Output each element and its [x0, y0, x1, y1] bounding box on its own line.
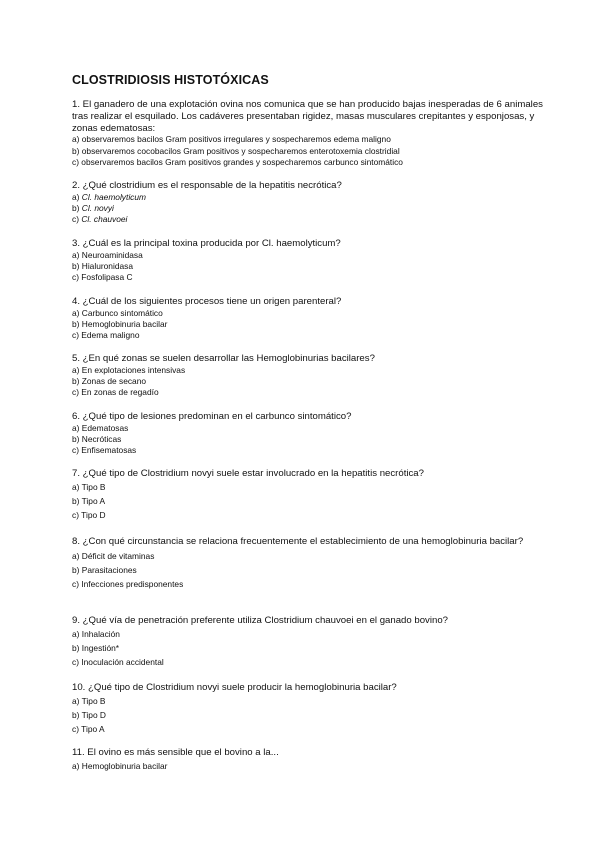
option-a [72, 192, 548, 203]
options-list [72, 627, 548, 669]
question-text: 9. ¿Qué vía de penetración preferente utiliza Clostridium chauvoei en el ganado bovino? [72, 615, 448, 626]
option-b: b) observaremos cocobacilos Gram positivos y sospecharemos enterotoxemia clostridial [72, 145, 400, 156]
question-text: 7. ¿Qué tipo de Clostridium novyi suele estar involucrado en la hepatitis necrótica? [72, 468, 424, 479]
option-c: c) En zonas de regadío [72, 387, 159, 398]
options-list [72, 549, 548, 591]
option-c: c) Tipo A [72, 723, 105, 734]
option-b: b) Tipo A [72, 495, 106, 506]
options-list [72, 250, 548, 284]
question-8 [72, 535, 548, 591]
option-a: a) Inhalación [72, 628, 120, 639]
option-b: b) Tipo D [72, 709, 106, 720]
option-c: c) Inoculación accidental [72, 656, 164, 667]
options-list [72, 759, 548, 773]
question-10 [72, 682, 548, 736]
question-4 [72, 296, 548, 341]
question-text: 4. ¿Cuál de los siguientes procesos tiene un origen parenteral? [72, 296, 342, 307]
question-text: 1. El ganadero de una explotación ovina nos comunica que se han producido bajas inesperadas de 6 animales tras realizar el esquilado. Los cadáveres presentaban rigidez, masas musculares crepitantes y esponjosas, y zonas edematosas: [72, 99, 543, 134]
option-c: c) Enfisematosas [72, 445, 137, 456]
option-c: c) Tipo D [72, 509, 106, 520]
option-a: a) Tipo B [72, 481, 106, 492]
option-c: c) Edema maligno [72, 330, 140, 341]
options-list [72, 694, 548, 736]
question-1 [72, 99, 548, 168]
question-text: 11. El ovino es más sensible que el bovino a la... [72, 747, 279, 758]
question-text: 10. ¿Qué tipo de Clostridium novyi suele producir la hemoglobinuria bacilar? [72, 682, 397, 693]
options-list [72, 134, 548, 168]
option-a: a) Tipo B [72, 695, 106, 706]
option-value: Cl. novyi [81, 203, 114, 213]
question-9 [72, 615, 548, 669]
option-b: b) Necróticas [72, 434, 122, 444]
question-5 [72, 353, 548, 398]
question-text: 8. ¿Con qué circunstancia se relaciona frecuentemente el establecimiento de una hemoglobinuria bacilar? [72, 536, 524, 547]
option-a: a) Edematosas [72, 422, 129, 433]
option-b: b) Ingestión* [72, 642, 120, 653]
option-a: a) observaremos bacilos Gram positivos irregulares y sospecharemos edema maligno [72, 134, 391, 145]
page-title: CLOSTRIDIOSIS HISTOTÓXICAS [72, 73, 269, 87]
option-letter: a) [72, 191, 82, 202]
option-b: b) Hialuronidasa [72, 261, 133, 271]
option-letter: b) [72, 203, 82, 213]
question-11 [72, 747, 548, 773]
option-b: b) Hemoglobinuria bacilar [72, 319, 168, 329]
question-2 [72, 180, 548, 225]
question-7 [72, 468, 548, 522]
options-list [72, 480, 548, 522]
option-b: b) Zonas de secano [72, 376, 147, 386]
option-a: a) Déficit de vitaminas [72, 551, 155, 561]
question-text: 6. ¿Qué tipo de lesiones predominan en el carbunco sintomático? [72, 411, 352, 422]
option-b [72, 203, 548, 214]
question-text: 2. ¿Qué clostridium es el responsable de la hepatitis necrótica? [72, 180, 342, 191]
question-6 [72, 411, 548, 456]
option-c: c) Fosfolipasa C [72, 272, 133, 283]
question-3 [72, 238, 548, 283]
options-list [72, 308, 548, 342]
option-c: c) Infecciones predisponentes [72, 579, 184, 589]
option-a: a) En explotaciones intensivas [72, 364, 186, 375]
options-list [72, 192, 548, 226]
option-c [72, 214, 548, 225]
option-b: b) Parasitaciones [72, 565, 137, 575]
question-text: 5. ¿En qué zonas se suelen desarrollar las Hemoglobinurias bacilares? [72, 353, 375, 364]
option-value: Cl. haemolyticum [81, 191, 147, 202]
option-a: a) Carbunco sintomático [72, 307, 163, 318]
option-value: Cl. chauvoei [81, 214, 128, 225]
option-letter: c) [72, 214, 82, 225]
option-a: a) Neuroaminidasa [72, 249, 143, 260]
option-a: a) Hemoglobinuria bacilar [72, 760, 168, 771]
options-list [72, 365, 548, 399]
question-text: 3. ¿Cuál es la principal toxina producida por Cl. haemolyticum? [72, 238, 341, 249]
option-c: c) observaremos bacilos Gram positivos grandes y sospecharemos carbunco sintomático [72, 156, 403, 167]
options-list [72, 423, 548, 457]
